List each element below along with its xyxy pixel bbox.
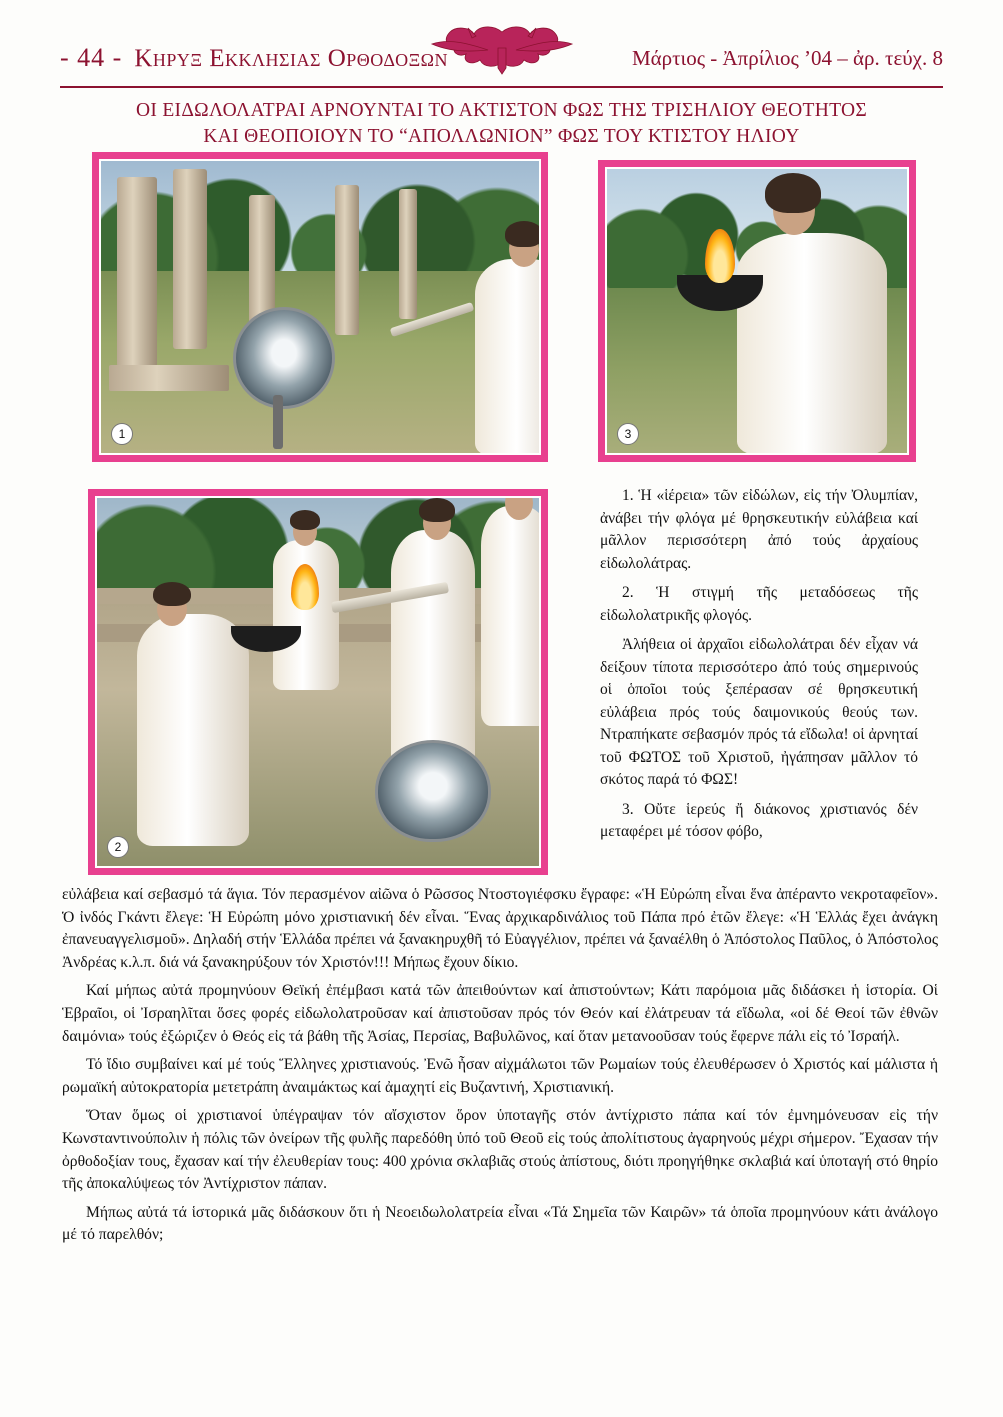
photo-badge: 1: [111, 423, 133, 445]
photo-flame-transfer: [88, 489, 548, 875]
issue-info: Μάρτιος - Ἀπρίλιος ’04 – ἀρ. τεύχ. 8: [631, 45, 943, 70]
masthead-title: Κηρυξ Εκκλησιας Ορθοδοξων: [134, 45, 449, 72]
body-paragraph: Ὅταν ὅμως οἱ χριστιανοί ὑπέγραψαν τόν αἴσχιστον ὅρον ὑποταγῆς στόν ἀντίχριστο πάπα καί τόν ἐμνημόνευσαν εἰς τήν Κωνσταντινούπολιν ἡ πόλις τῶν ὀνείρων τῆς φυλῆς παρεδόθη ὑπό τοῦ Θεοῦ εἰς τούς ἀπολίτιστους ἀγαρηνούς μέχρι σήμερον. Ἔχασαν τήν ὀρθοδοξίαν τους, ἔχασαν καί τήν ἐλευθερίαν τους: 400 χρόνια σκλαβιᾶς στούς ἀπίστους, διότι προηγήθηκε σκλαβιά καί ὑποταγή στό θηρίο τῆς ἀποκαλύψεως τόν Ἀντίχριστον πάπαν.: [62, 1107, 938, 1193]
ruin-block: [109, 365, 229, 391]
body-paragraph: Καί μήπως αὐτά προμηνύουν Θεϊκή ἐπέμβασι κατά τῶν ἀπειθούντων καί ἀπιστούντων; Κάτι παρόμοια μᾶς διδάσκει ἡ ἱστορία. Οἱ Ἑβραῖοι, οἱ Ἰσραηλῖται ὅσες φορές εἰδωλολατροῦσαν καί ἀπιστοῦσαν πρός τόν Θεόν καί ἐλάτρευαν τά εἴδωλα, «οἱ δέ Θεοί τῶν ἐθνῶν δαιμόνια» τούς ἐξώριζεν ὁ Θεός εἰς τά βάθη τῆς Ἀσίας, Περσίας, Βαβυλῶνος, καί ὅταν μετανοοῦσαν τούς ἔφερνε πάλι εἰς τό Ἰσραήλ.: [62, 982, 938, 1045]
body-paragraph: Μήπως αὐτά τά ἱστορικά μᾶς διδάσκουν ὅτι ἡ Νεοειδωλολατρεία εἶναι «Τά Σημεῖα τῶν Καιρῶν» τά ὁποῖα προμηνύουν κάτι ἀνάλογο μέ τό παρελθόν;: [62, 1203, 938, 1244]
ruin-column: [399, 189, 417, 319]
mirror-stand: [273, 395, 283, 449]
page-number: - 44 -: [60, 43, 123, 72]
body-paragraph: εὐλάβεια καί σεβασμό τά ἅγια. Τόν περασμένον αἰῶνα ὁ Ρῶσσος Ντοστογιέφσκυ ἔγραφε: «Ἡ Εὐρώπη εἶναι ἕνα ἀπέραντο νεκροταφεῖον». Ὁ ἰνδός Γκάντι ἔλεγε: Ἡ Εὐρώπη μόνο χριστιανική δέν εἶναι. Ἕνας ἀρχικαρδινάλιος τοῦ Πάπα πρό ἐτῶν ἔλεγε: «Ἡ Ἑλλάς ἔχει ἀνάγκη ἐπανευαγγελισμοῦ». Δηλαδή στήν Ἑλλάδα πρέπει νά ξανακηρυχθῆ τό Εὐαγγέλιον, πρέπει νά ξαναέλθη ὁ Ἀπόστολος Παῦλος, ὁ Ἀπόστολος Ἀνδρέας κ.λ.π. διά νά ξανακηρύξουν τόν Χριστόν!!! Μήπως ἔχουν δίκιο.: [62, 886, 938, 971]
priestess-hair: [765, 173, 821, 213]
caption-3: 3. Οὔτε ἱερεύς ἤ διάκονος χριστιανός δέν μεταφέρει μέ τόσον φόβο,: [600, 800, 918, 840]
priestess-hair: [290, 510, 320, 530]
priestess-hair: [419, 498, 455, 522]
caption-note: Ἀλήθεια οἱ ἀρχαῖοι εἰδωλολάτραι δέν εἶχαν νά δείξουν τίποτα περισσότερο ἀπό τούς σημερινούς οἱ ὁποῖοι τούς ξεπέρασαν σέ θρησκευτική εὐλάβεια πρός τούς δαιμονικούς θεούς των. Ντραπήκατε σεβασμόν πρός τά εἴδωλα! οἱ ἀρνηταί τοῦ ΦΩΤΟΣ τοῦ Χριστοῦ, ἠγάπησαν μᾶλλον τό σκότος παρά τό ΦΩΣ!: [600, 636, 918, 788]
priestess-hair: [505, 221, 543, 247]
ruin-column: [335, 185, 359, 335]
photo-priestess-with-bowl: [598, 160, 916, 462]
double-headed-eagle-icon: [412, 18, 592, 82]
parabolic-mirror: [375, 740, 491, 842]
caption-1: 1. Ἡ «ἱέρεια» τῶν εἰδώλων, εἰς τήν Ὀλυμπίαν, ἀνάβει τήν φλόγα μέ θρησκευτικήν εὐλάβεια καί μᾶλλον περισσότερη ἀπό τούς ἀρχαίους εἰδωλολάτρας.: [600, 487, 918, 572]
priestess-figure: [273, 540, 339, 690]
photo-olympia-flame-lighting: [92, 152, 548, 462]
ruin-column: [117, 177, 157, 367]
photo-badge: 3: [617, 423, 639, 445]
priestess-figure: [737, 233, 887, 455]
caption-2: 2. Ἡ στιγμή τῆς μεταδόσεως τῆς εἰδωλολατρικῆς φλογός.: [600, 584, 918, 624]
ruin-column: [173, 169, 207, 349]
article-title-line1: ΟΙ ΕΙΔΩΛΟΛΑΤΡΑΙ ΑΡΝΟΥΝΤΑΙ ΤΟ ΑΚΤΙΣΤΟΝ ΦΩΣ ΤΗΣ ΤΡΙΣΗΛΙΟΥ ΘΕΟΤΗΤΟΣ: [135, 100, 868, 121]
parabolic-mirror: [233, 307, 335, 409]
article-title-line2: ΚΑΙ ΘΕΟΠΟΙΟΥΝ ΤΟ “ΑΠΟΛΛΩΝΙΟΝ” ΦΩΣ ΤΟΥ ΚΤΙΣΤΟΥ ΗΛΙΟΥ: [203, 126, 800, 147]
priestess-figure: [481, 506, 548, 726]
priestess-hair: [153, 582, 191, 606]
priestess-kneeling: [137, 614, 249, 846]
photo-badge: 2: [107, 836, 129, 858]
header-divider: [60, 86, 943, 88]
header-left: [60, 43, 448, 73]
priestess-figure: [391, 530, 475, 770]
body-paragraph: Τό ἴδιο συμβαίνει καί μέ τούς Ἕλληνες χριστιανούς. Ἐνῶ ἦσαν αἰχμάλωτοι τῶν Ρωμαίων τούς ἐλευθέρωσεν ὁ Χριστός καί μάλιστα ἡ ρωμαϊκή αὐτοκρατορία μετετράπη ἀναιμάκτως καί ἀμαχητί εἰς Βυζαντινή, Χριστιανική.: [62, 1056, 938, 1096]
priestess-figure: [475, 259, 548, 455]
caption-column: [600, 485, 918, 851]
body-text: [62, 884, 938, 1253]
page-title: [70, 98, 933, 150]
